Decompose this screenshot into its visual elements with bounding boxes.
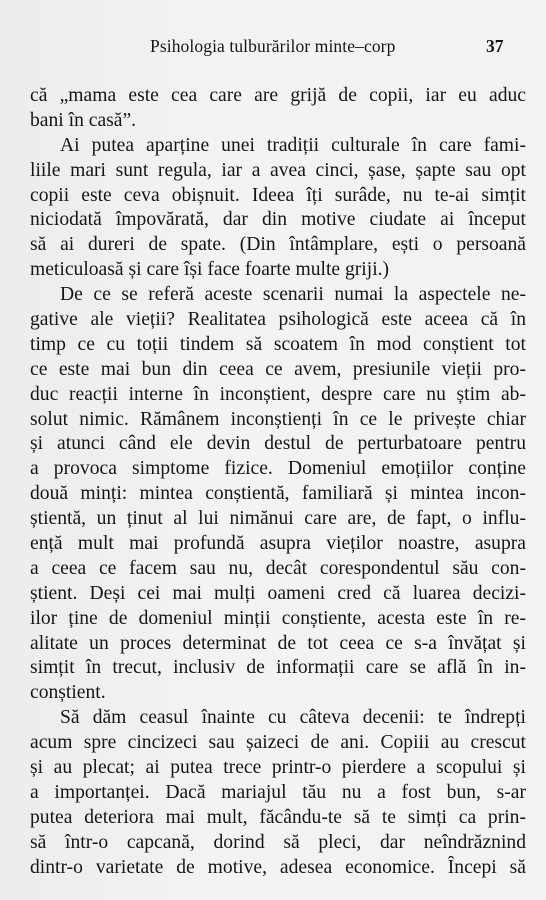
text-line: timp ce cu toții tindem să scoatem în mod conștient tot: [30, 333, 526, 355]
text-line: Să dăm ceasul înainte cu câteva decenii: te îndrepți: [60, 707, 526, 729]
text-line: știentă, un ținut al lui nimănui care are, de fapt, o influ-: [30, 508, 526, 530]
text-line: că „mama este cea care are grijă de copii, iar eu aduc: [30, 85, 526, 106]
text-line: ilor ține de domeniul minții conștiente, acesta este în re-: [30, 607, 526, 629]
text-line: niciodată împovărată, dar din motive ciudate ai început: [30, 209, 526, 231]
text-line: a provoca simptome fizice. Domeniul emoțiilor conține: [30, 458, 526, 480]
text-line: să ai dureri de spate. (Din întâmplare, ești o persoană: [30, 234, 526, 256]
text-line: două minți: mintea conștientă, familiară și mintea incon-: [30, 483, 526, 505]
text-line: alitate un proces determinat de tot ceea ce s-a învățat și: [30, 632, 526, 654]
text-line: ce este mai bun din ceea ce avem, presiunile vieții pro-: [30, 358, 526, 380]
text-line: Ai putea aparține unei tradiții culturale în care fami-: [60, 134, 526, 156]
text-line: bani în casă”.: [30, 109, 137, 131]
text-line: duc reacții interne în inconștient, despre care nu știm ab-: [30, 383, 526, 405]
paragraph: [30, 134, 526, 283]
text-line: și atunci când ele devin destul de perturbatoare pentru: [30, 433, 526, 455]
text-line: conștient.: [30, 682, 106, 704]
text-line: liile mari sunt regula, iar a avea cinci, șase, șapte sau opt: [30, 159, 526, 181]
text-line: și au plecat; ai putea trece printr-o pierdere a scopului și: [30, 757, 526, 779]
page-header: [0, 36, 546, 60]
page-number: 37: [486, 36, 504, 56]
paragraph: [30, 84, 526, 134]
body-text: [30, 84, 526, 881]
text-line: să într-o capcană, dorind să pleci, dar neîndrăznind: [30, 831, 526, 853]
paragraph: [30, 283, 526, 706]
text-line: dintr-o varietate de motive, adesea economice. Începi să: [30, 856, 526, 878]
text-line: meticuloasă și care își face foarte multe griji.): [30, 259, 390, 281]
text-line: acum spre cincizeci sau șaizeci de ani. Copiii au crescut: [30, 732, 526, 754]
text-line: simțit în trecut, inclusiv de informații care se află în in-: [30, 657, 526, 679]
text-line: a importanței. Dacă mariajul tău nu a fost bun, s-ar: [30, 781, 526, 803]
text-line: solut nimic. Rămânem inconștienți în ce le privește chiar: [30, 408, 526, 430]
text-line: copii este ceva obișnuit. Ideea îți surâde, nu te-ai simțit: [30, 184, 526, 206]
text-line: putea deteriora mai mult, făcându-te să te simți ca prin-: [30, 806, 526, 828]
running-title: Psihologia tulburărilor minte–corp: [150, 36, 396, 56]
paragraph: [30, 706, 526, 880]
text-line: gative ale vieții? Realitatea psihologică este aceea că în: [30, 309, 526, 331]
text-line: De ce se referă aceste scenarii numai la aspectele ne-: [60, 284, 526, 306]
text-line: a ceea ce facem sau nu, decât corespondentul său con-: [30, 557, 526, 579]
text-line: știent. Deși cei mai mulți oameni cred că luarea decizi-: [30, 582, 526, 604]
text-line: ență mult mai profundă asupra vieților noastre, asupra: [30, 533, 526, 555]
